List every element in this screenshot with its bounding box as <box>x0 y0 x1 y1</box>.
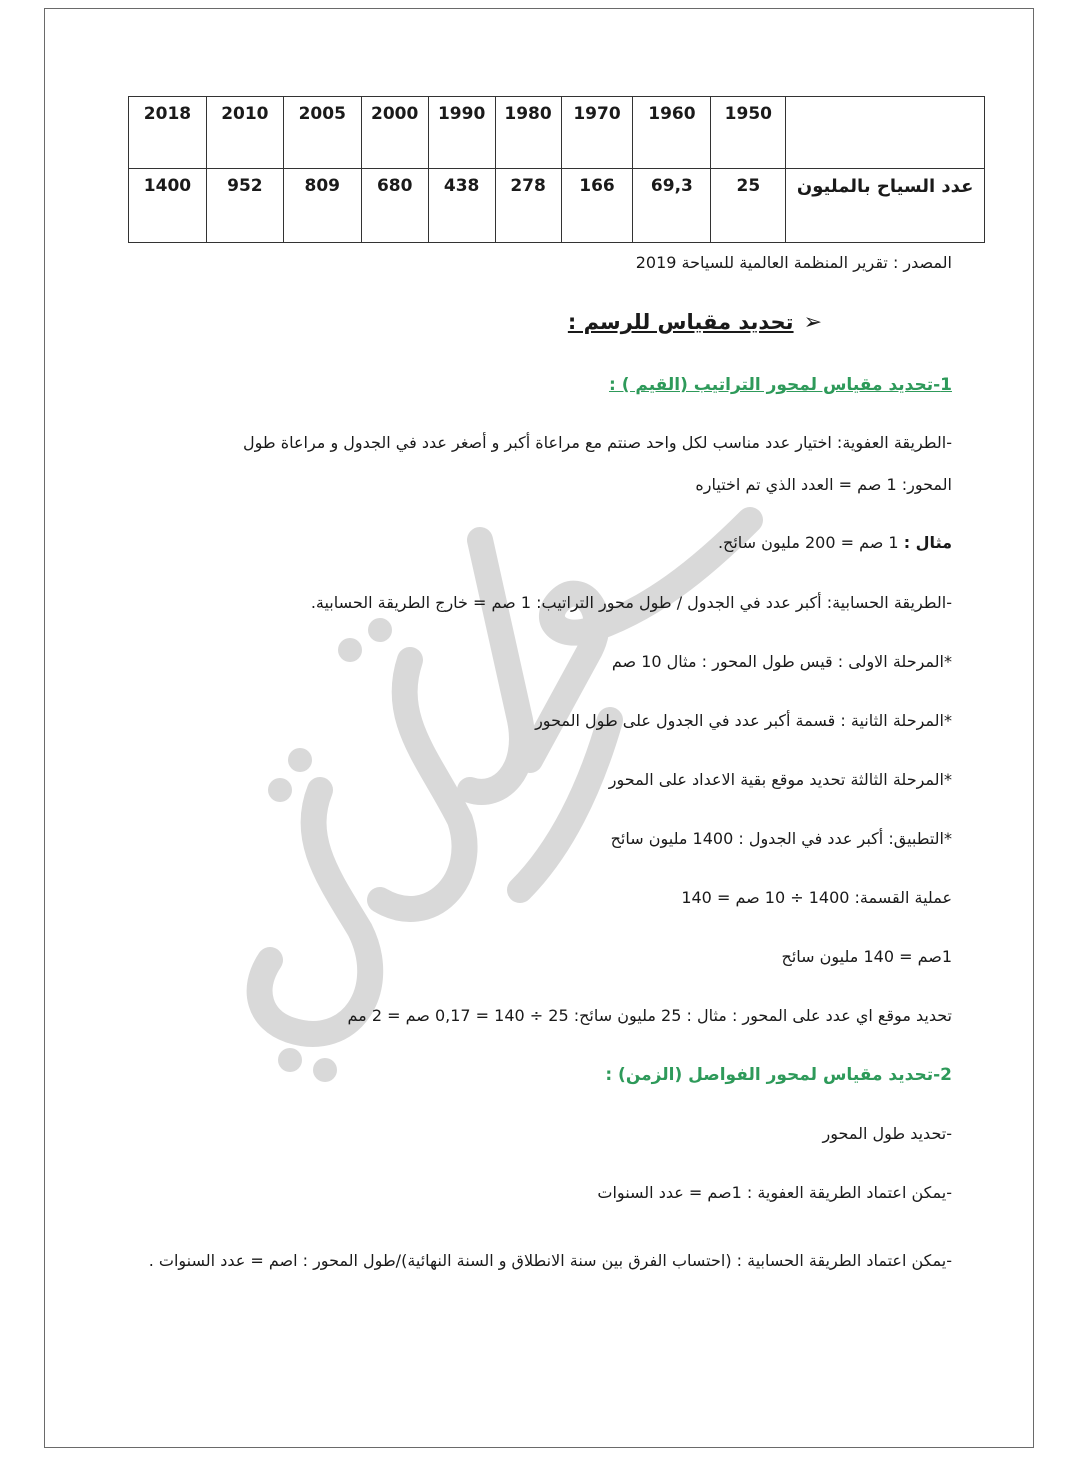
value-cell: 438 <box>428 169 495 243</box>
paragraph-line: *المرحلة الثانية : قسمة أكبر عدد في الجدول على طول المحور <box>535 711 952 730</box>
example-text: 1 صم = 200 مليون سائح. <box>717 533 904 552</box>
year-cell: 2005 <box>283 97 361 169</box>
tourists-table <box>128 96 985 243</box>
paragraph-line: *التطبيق: أكبر عدد في الجدول : 1400 مليون سائح <box>610 829 952 848</box>
example-label: مثال : <box>903 533 952 552</box>
table-row-values <box>129 169 985 243</box>
header-empty-cell <box>786 97 985 169</box>
value-cell: 278 <box>495 169 561 243</box>
year-cell: 2018 <box>129 97 207 169</box>
source-note: المصدر : تقرير المنظمة العالمية للسياحة 2019 <box>635 253 952 272</box>
paragraph-line: 1صم = 140 مليون سائح <box>781 947 952 966</box>
year-cell: 1960 <box>633 97 711 169</box>
paragraph-line: -الطريقة العفوية: اختيار عدد مناسب لكل واحد صنتم مع مراعاة أكبر و أصغر عدد في الجدول و مراعاة طول <box>243 433 952 452</box>
year-cell: 1990 <box>428 97 495 169</box>
value-cell: 809 <box>283 169 361 243</box>
paragraph-line: -تحديد طول المحور <box>822 1124 952 1143</box>
year-cell: 1970 <box>561 97 633 169</box>
section1-title: 1-تحديد مقياس لمحور التراتيب (القيم ) : <box>608 375 952 395</box>
year-cell: 1980 <box>495 97 561 169</box>
section2-title: 2-تحديد مقياس لمحور الفواصل (الزمن) : <box>605 1065 952 1085</box>
paragraph-line: -الطريقة الحسابية: أكبر عدد في الجدول / طول محور التراتيب: 1 صم = خارج الطريقة الحسابية. <box>310 593 952 612</box>
row-label-cell: عدد السياح بالمليون <box>786 169 985 243</box>
value-cell: 25 <box>711 169 786 243</box>
value-cell: 1400 <box>129 169 207 243</box>
arrow-bullet-icon: ➢ <box>803 310 822 335</box>
value-cell: 952 <box>206 169 283 243</box>
paragraph-line: *المرحلة الثالثة تحديد موقع بقية الاعداد على المحور <box>608 770 952 789</box>
value-cell: 166 <box>561 169 633 243</box>
main-heading <box>568 309 822 337</box>
paragraph-line: عملية القسمة: 1400 ÷ 10 صم = 140 <box>681 888 952 907</box>
year-cell: 2000 <box>361 97 428 169</box>
paragraph-wrapped: -يمكن اعتماد الطريقة الحسابية : (احتساب الفرق بين سنة الانطلاق و السنة النهائية)/طول المحور : اصم = عدد السنوات . <box>148 1251 952 1270</box>
year-cell: 1950 <box>711 97 786 169</box>
paragraph-line: المحور: 1 صم = العدد الذي تم اختياره <box>695 475 952 494</box>
year-cell: 2010 <box>206 97 283 169</box>
value-cell: 69,3 <box>633 169 711 243</box>
paragraph-line: -يمكن اعتماد الطريقة العفوية : 1صم = عدد السنوات <box>597 1183 952 1202</box>
paragraph-line: *المرحلة الاولى : قيس طول المحور : مثال 10 صم <box>611 652 952 671</box>
value-cell: 680 <box>361 169 428 243</box>
paragraph-line: تحديد موقع اي عدد على المحور : مثال : 25 مليون سائح: 25 ÷ 140 = 0,17 صم = 2 مم <box>347 1006 952 1025</box>
main-heading-text: تحديد مقياس للرسم : <box>567 310 794 334</box>
example-line <box>718 530 952 556</box>
table-row-years <box>129 97 985 169</box>
